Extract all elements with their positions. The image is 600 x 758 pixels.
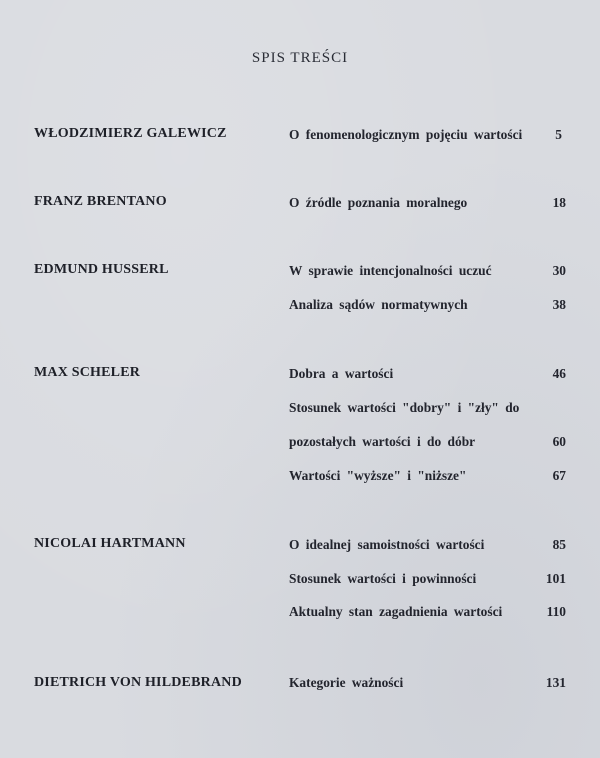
entry-title: Wartości "wyższe" i "niższe" xyxy=(289,468,467,483)
page-title: SPIS TREŚCI xyxy=(251,50,349,66)
entry-title: O fenomenologicznym pojęciu wartości xyxy=(289,127,523,142)
entry-title: Aktualny stan zagadnienia wartości xyxy=(289,604,503,619)
entry-title: W sprawie intencjonalności uczuć xyxy=(289,263,492,278)
entry-title: Kategorie ważności xyxy=(289,675,404,690)
entry-page: 85 xyxy=(552,537,566,552)
author-name: NICOLAI HARTMANN xyxy=(34,536,186,551)
author-name: MAX SCHELER xyxy=(34,365,141,380)
entry-title: Stosunek wartości i powinności xyxy=(289,571,477,586)
entry-page: 60 xyxy=(552,434,566,449)
entry-page: 30 xyxy=(552,263,566,278)
entry-title: pozostałych wartości i do dóbr xyxy=(289,434,476,449)
entry-page: 67 xyxy=(552,468,566,483)
entry-title: O idealnej samoistności wartości xyxy=(289,537,485,552)
entry-title: Dobra a wartości xyxy=(289,366,394,381)
entry-page: 110 xyxy=(546,604,566,619)
entry-page: 46 xyxy=(552,366,566,381)
entry-title: O źródle poznania moralnego xyxy=(289,195,468,210)
entry-page: 101 xyxy=(545,571,566,586)
entry-page: 131 xyxy=(545,675,566,690)
entry-page: 5 xyxy=(555,127,562,142)
author-name: WŁODZIMIERZ GALEWICZ xyxy=(34,126,227,141)
author-name: EDMUND HUSSERL xyxy=(34,262,169,277)
entry-title: Stosunek wartości "dobry" i "zły" do xyxy=(289,400,520,415)
author-name: DIETRICH VON HILDEBRAND xyxy=(34,675,242,690)
entry-page: 38 xyxy=(552,297,566,312)
entry-title: Analiza sądów normatywnych xyxy=(289,297,468,312)
entry-page: 18 xyxy=(552,195,566,210)
author-name: FRANZ BRENTANO xyxy=(34,194,167,209)
